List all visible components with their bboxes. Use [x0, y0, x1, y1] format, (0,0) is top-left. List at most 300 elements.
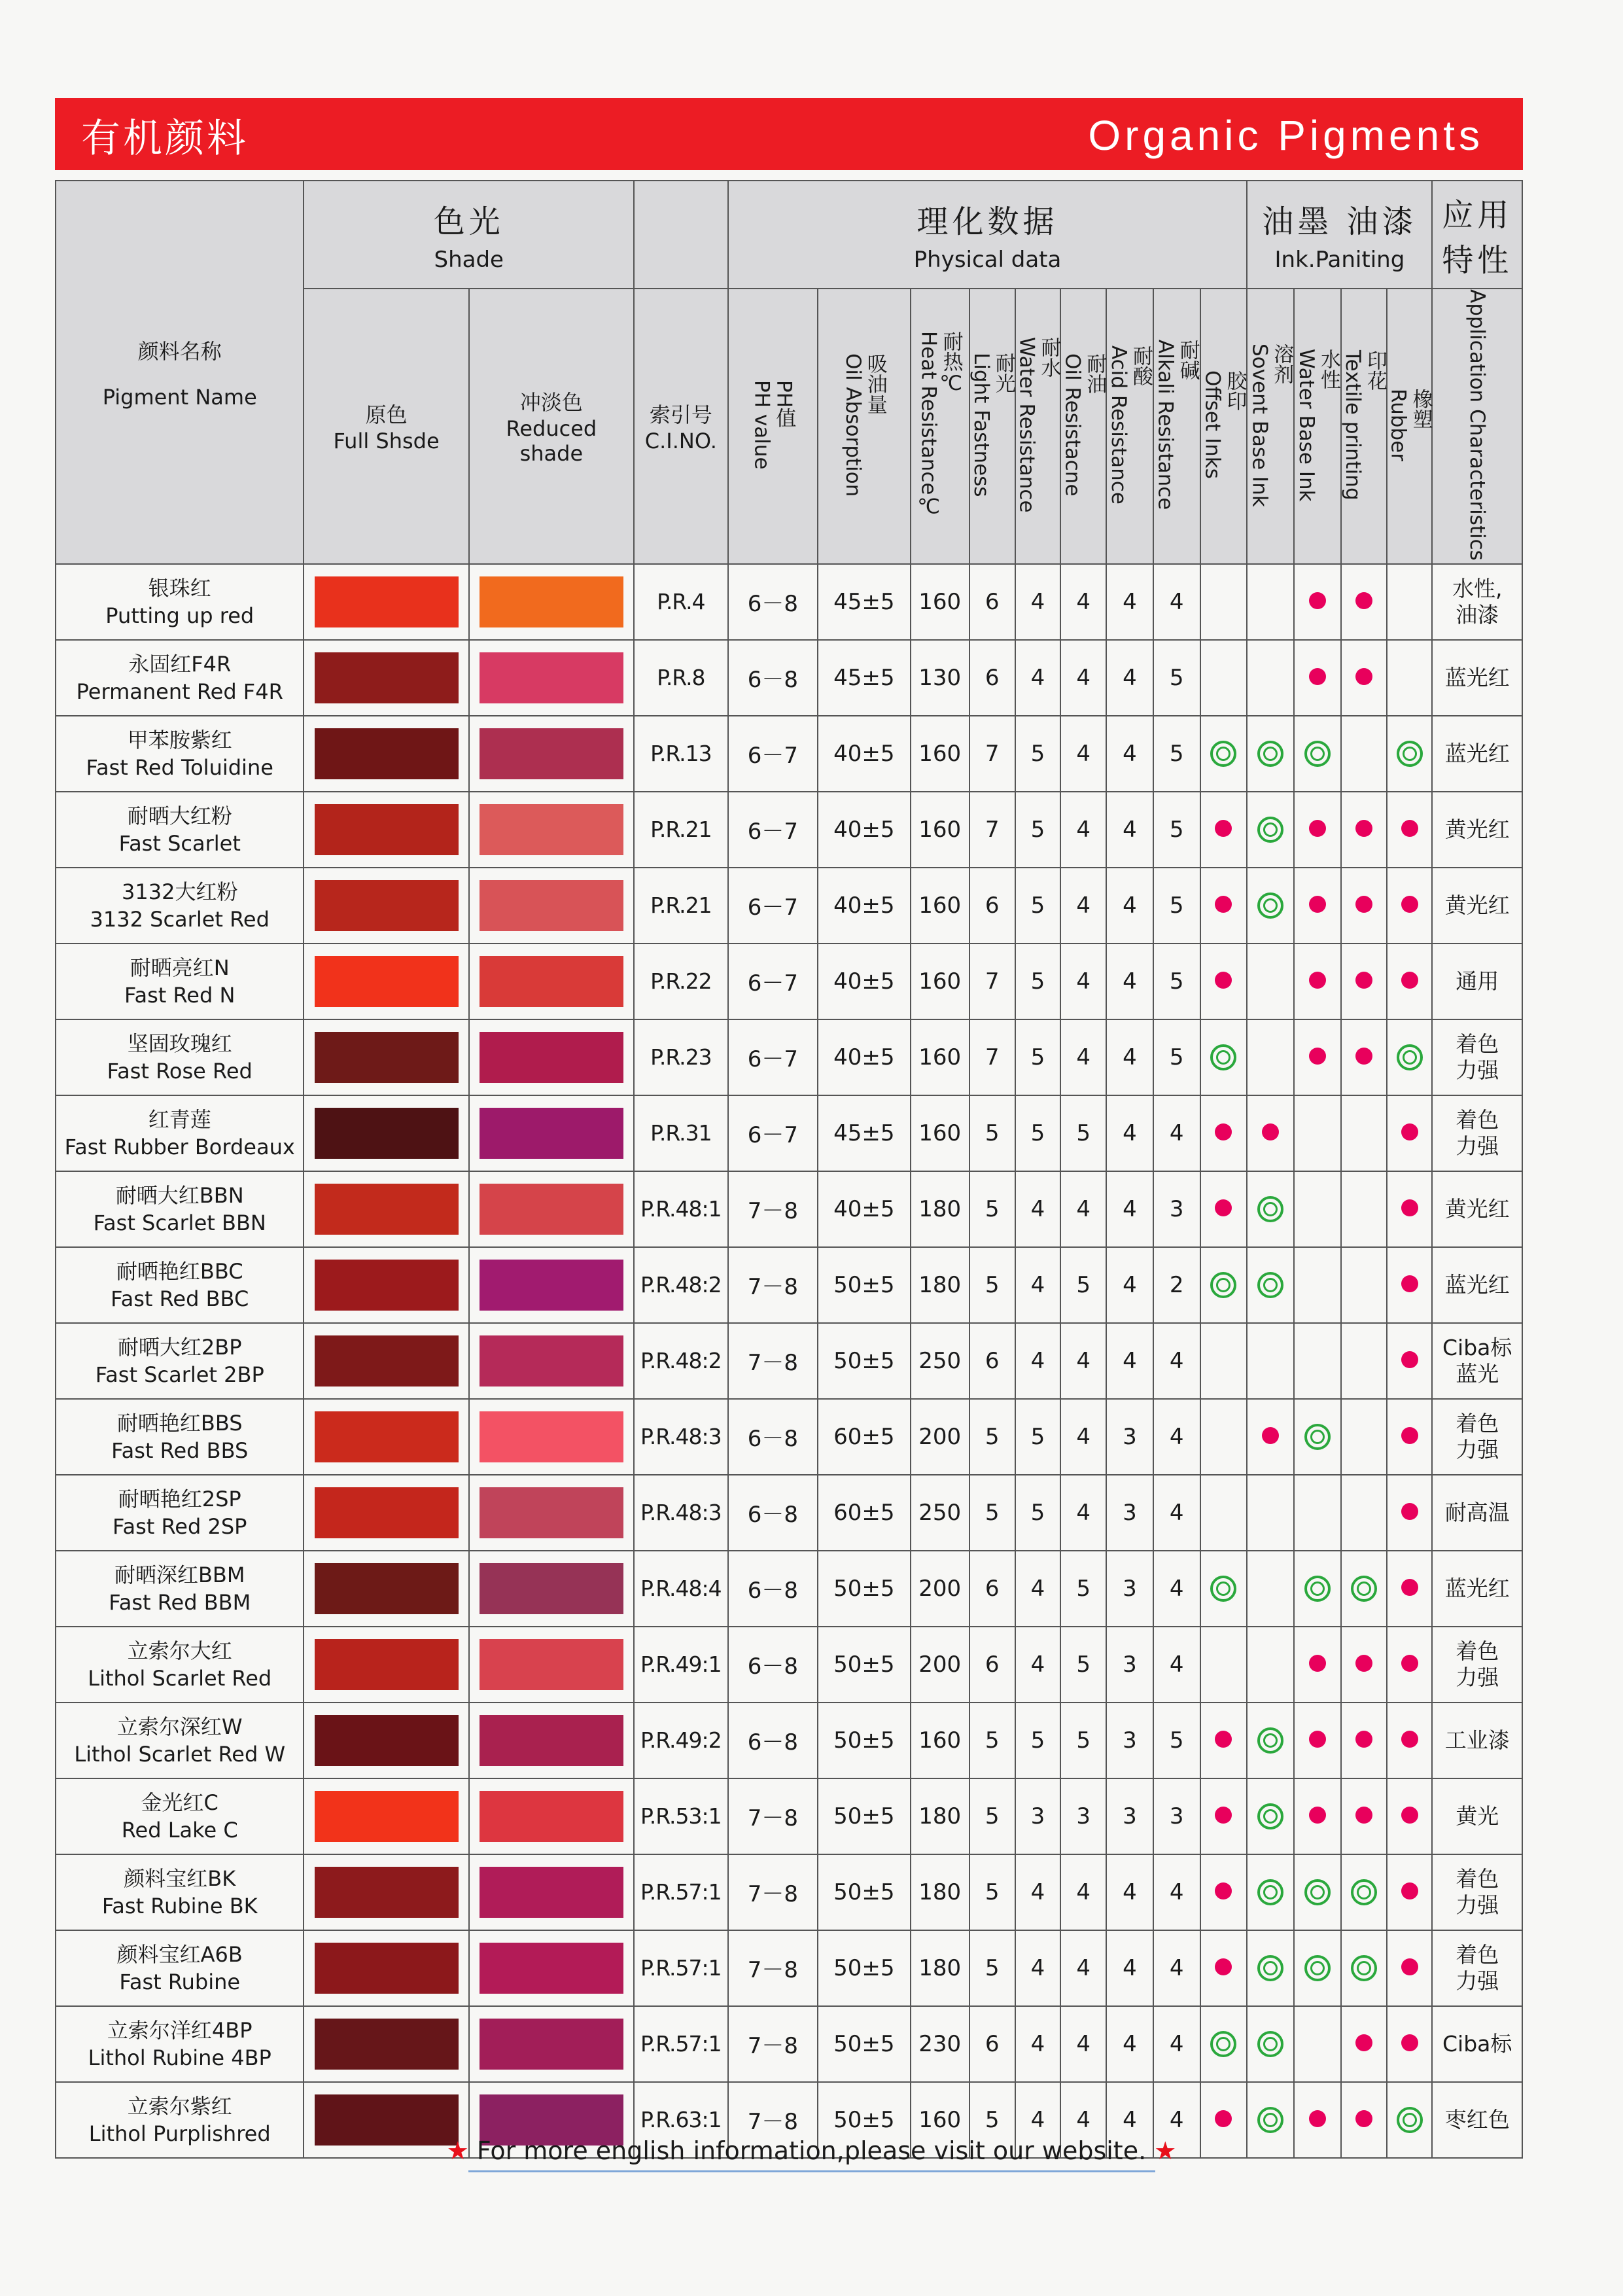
light-cell: 6 [969, 1551, 1015, 1627]
suitability-cell [1387, 1247, 1433, 1323]
full-shade-swatch [315, 2019, 459, 2070]
reduced-shade-cell [469, 1019, 634, 1095]
suitable-dot-icon [1309, 2110, 1326, 2127]
cino-cell: P.R.22 [634, 944, 728, 1019]
suitable-dot-icon [1215, 1807, 1232, 1824]
header-shade: 色光 Shade [304, 181, 634, 289]
suitable-dot-icon [1215, 2110, 1232, 2127]
suitability-cell [1200, 1247, 1248, 1323]
table-row [56, 1930, 1522, 2006]
suitable-dot-icon [1215, 1882, 1232, 1899]
reduced-shade-swatch [480, 804, 623, 855]
application-text: Ciba标 [1442, 1334, 1512, 1360]
application-text: 油漆 [1456, 601, 1499, 627]
table-row [56, 564, 1522, 640]
header-alkali: 耐碱 Alkali Resistance [1153, 289, 1200, 564]
application-text: 着色 [1456, 1031, 1499, 1057]
suitable-dot-icon [1215, 972, 1232, 989]
reduced-shade-cell [469, 716, 634, 792]
reduced-shade-cell [469, 640, 634, 716]
suitable-dot-icon [1215, 896, 1232, 913]
pigment-name-cell [56, 1019, 304, 1095]
pigment-name-en: Fast Rubine [119, 1969, 241, 1994]
application-text: 力强 [1456, 1892, 1499, 1918]
suitability-cell [1387, 868, 1433, 944]
alkali-cell: 3 [1153, 1171, 1200, 1247]
title-en: Organic Pigments [1088, 112, 1484, 159]
full-shade-swatch [315, 652, 459, 703]
ph-cell: 6－8 [728, 1551, 818, 1627]
oil-cell: 50±5 [818, 1778, 911, 1854]
reduced-shade-swatch [480, 576, 623, 627]
pigment-name-cell [56, 1551, 304, 1627]
heat-cell: 180 [911, 1247, 969, 1323]
heat-cell: 160 [911, 868, 969, 944]
pigment-name-cn: 耐晒大红BBN [115, 1182, 244, 1208]
suitability-cell [1387, 2006, 1433, 2082]
water-cell: 4 [1015, 564, 1061, 640]
pigment-name-cn: 永固红F4R [128, 651, 232, 677]
full-shade-swatch [315, 1032, 459, 1083]
suitability-cell [1294, 944, 1341, 1019]
pigment-name-cn: 耐晒艳红BBS [116, 1410, 243, 1436]
oil-cell: 60±5 [818, 1475, 911, 1551]
acid-cell: 3 [1106, 1703, 1153, 1778]
heat-cell: 180 [911, 1930, 969, 2006]
reduced-shade-swatch [480, 1032, 623, 1083]
full-shade-cell [304, 792, 468, 868]
suitability-cell [1247, 2006, 1294, 2082]
cino-cell: P.R.21 [634, 792, 728, 868]
suitability-cell [1341, 1475, 1387, 1551]
application-text: 着色 [1456, 1410, 1499, 1436]
heat-cell: 160 [911, 1019, 969, 1095]
suitability-cell [1294, 868, 1341, 944]
water-cell: 5 [1015, 1475, 1061, 1551]
cino-cell: P.R.48:1 [634, 1171, 728, 1247]
suitable-dot-icon [1355, 820, 1372, 837]
suitability-cell [1294, 1551, 1341, 1627]
recommended-ring-icon [1351, 1955, 1377, 1981]
alkali-cell: 4 [1153, 1627, 1200, 1703]
suitability-cell [1294, 1778, 1341, 1854]
light-cell: 7 [969, 716, 1015, 792]
application-cell [1432, 1930, 1522, 2006]
ph-cell: 7－8 [728, 1854, 818, 1930]
reduced-shade-cell [469, 1778, 634, 1854]
oil-cell: 45±5 [818, 564, 911, 640]
suitability-cell [1200, 2006, 1248, 2082]
pigment-name-cn: 红青莲 [148, 1106, 211, 1132]
oil-cell: 45±5 [818, 640, 911, 716]
pigment-name-en: Fast Scarlet [118, 830, 241, 856]
application-cell [1432, 1171, 1522, 1247]
reduced-shade-swatch [480, 652, 623, 703]
water-cell: 4 [1015, 1247, 1061, 1323]
reduced-shade-cell [469, 1854, 634, 1930]
pigment-name-en: Fast Rose Red [107, 1058, 253, 1084]
suitable-dot-icon [1401, 896, 1418, 913]
suitability-cell [1200, 868, 1248, 944]
header-pigment-name: 颜料名称 Pigment Name [56, 181, 304, 564]
ph-cell: 7－8 [728, 1930, 818, 2006]
application-text: 着色 [1456, 1106, 1499, 1133]
recommended-ring-icon [1210, 1272, 1236, 1298]
pigment-name-en: Fast Red 2SP [113, 1513, 247, 1539]
footer-text: For more english information,please visit our website. [476, 2136, 1147, 2165]
oilres-cell: 4 [1060, 868, 1106, 944]
alkali-cell: 2 [1153, 1247, 1200, 1323]
cino-cell: P.R.49:2 [634, 1703, 728, 1778]
title-cn: 有机颜料 [81, 116, 249, 162]
suitability-cell [1341, 1247, 1387, 1323]
suitability-cell [1247, 792, 1294, 868]
suitability-cell [1341, 564, 1387, 640]
suitable-dot-icon [1262, 1123, 1279, 1140]
alkali-cell: 5 [1153, 640, 1200, 716]
suitability-cell [1387, 1399, 1433, 1475]
oilres-cell: 4 [1060, 1323, 1106, 1399]
oil-cell: 40±5 [818, 868, 911, 944]
suitability-cell [1341, 1703, 1387, 1778]
pigment-name-en: Lithol Scarlet Red [88, 1665, 272, 1691]
full-shade-cell [304, 1399, 468, 1475]
header-ph: PH值 PH value [728, 289, 818, 564]
ph-cell: 6－8 [728, 1627, 818, 1703]
pigment-name-cell [56, 944, 304, 1019]
reduced-shade-cell [469, 1627, 634, 1703]
acid-cell: 4 [1106, 1930, 1153, 2006]
full-shade-swatch [315, 728, 459, 779]
suitability-cell [1247, 1627, 1294, 1703]
title-banner [55, 98, 1523, 170]
ph-cell: 6－7 [728, 792, 818, 868]
acid-cell: 4 [1106, 716, 1153, 792]
cino-cell: P.R.4 [634, 564, 728, 640]
recommended-ring-icon [1257, 1272, 1283, 1298]
alkali-cell: 5 [1153, 716, 1200, 792]
reduced-shade-cell [469, 792, 634, 868]
light-cell: 6 [969, 2006, 1015, 2082]
suitability-cell [1387, 944, 1433, 1019]
alkali-cell: 4 [1153, 1551, 1200, 1627]
reduced-shade-swatch [480, 1108, 623, 1159]
alkali-cell: 5 [1153, 1019, 1200, 1095]
application-text: 通用 [1456, 968, 1499, 994]
full-shade-cell [304, 1930, 468, 2006]
reduced-shade-swatch [480, 1184, 623, 1235]
water-cell: 4 [1015, 2006, 1061, 2082]
heat-cell: 160 [911, 1095, 969, 1171]
pigment-name-en: Fast Red BBS [111, 1438, 249, 1463]
light-cell: 6 [969, 564, 1015, 640]
pigment-name-cn: 颜料宝红A6B [116, 1941, 243, 1967]
footer-note [0, 2136, 1623, 2172]
table-row [56, 1019, 1522, 1095]
suitable-dot-icon [1401, 972, 1418, 989]
suitability-cell [1294, 1019, 1341, 1095]
pigment-name-cn: 颜料宝红BK [124, 1865, 236, 1891]
suitable-dot-icon [1401, 2034, 1418, 2051]
oil-cell: 45±5 [818, 1095, 911, 1171]
pigment-name-cell [56, 868, 304, 944]
suitability-cell [1341, 1627, 1387, 1703]
suitable-dot-icon [1215, 1123, 1232, 1140]
oilres-cell: 4 [1060, 2006, 1106, 2082]
suitable-dot-icon [1309, 1807, 1326, 1824]
heat-cell: 250 [911, 1475, 969, 1551]
recommended-ring-icon [1210, 741, 1236, 767]
suitable-dot-icon [1355, 1731, 1372, 1748]
light-cell: 6 [969, 868, 1015, 944]
table-row [56, 1323, 1522, 1399]
cino-cell: P.R.63:1 [634, 2082, 728, 2158]
oilres-cell: 5 [1060, 1703, 1106, 1778]
water-cell: 4 [1015, 1854, 1061, 1930]
application-text: 耐高温 [1444, 1499, 1510, 1525]
reduced-shade-cell [469, 868, 634, 944]
oil-cell: 50±5 [818, 2082, 911, 2158]
full-shade-swatch [315, 1184, 459, 1235]
application-cell [1432, 792, 1522, 868]
suitability-cell [1200, 1854, 1248, 1930]
suitable-dot-icon [1309, 896, 1326, 913]
water-cell: 4 [1015, 1323, 1061, 1399]
water-cell: 5 [1015, 1399, 1061, 1475]
recommended-ring-icon [1210, 2031, 1236, 2057]
suitable-dot-icon [1401, 1427, 1418, 1444]
heat-cell: 160 [911, 716, 969, 792]
suitability-cell [1247, 716, 1294, 792]
reduced-shade-cell [469, 2006, 634, 2082]
reduced-shade-swatch [480, 2019, 623, 2070]
suitability-cell [1247, 1171, 1294, 1247]
full-shade-cell [304, 1475, 468, 1551]
full-shade-cell [304, 1551, 468, 1627]
oilres-cell: 5 [1060, 1247, 1106, 1323]
light-cell: 5 [969, 1399, 1015, 1475]
light-cell: 5 [969, 1247, 1015, 1323]
cino-cell: P.R.48:4 [634, 1551, 728, 1627]
alkali-cell: 4 [1153, 1323, 1200, 1399]
suitability-cell [1294, 1703, 1341, 1778]
recommended-ring-icon [1257, 741, 1283, 767]
full-shade-cell [304, 716, 468, 792]
suitability-cell [1341, 640, 1387, 716]
suitable-dot-icon [1355, 2110, 1372, 2127]
oil-cell: 60±5 [818, 1399, 911, 1475]
header-oil-resistance: 耐油 Oil Resistacne [1060, 289, 1106, 564]
water-cell: 3 [1015, 1778, 1061, 1854]
suitability-cell [1200, 792, 1248, 868]
pigment-name-en: Lithol Rubine 4BP [88, 2045, 271, 2070]
light-cell: 6 [969, 1627, 1015, 1703]
water-cell: 4 [1015, 1627, 1061, 1703]
pigment-name-cell [56, 1778, 304, 1854]
suitable-dot-icon [1401, 1958, 1418, 1975]
application-text: 黄光红 [1444, 892, 1510, 918]
cino-cell: P.R.13 [634, 716, 728, 792]
acid-cell: 4 [1106, 564, 1153, 640]
reduced-shade-swatch [480, 1791, 623, 1842]
pigment-name-en: Putting up red [105, 603, 254, 628]
suitability-cell [1200, 944, 1248, 1019]
alkali-cell: 4 [1153, 564, 1200, 640]
pigment-name-en: Fast Red N [124, 982, 236, 1008]
pigment-name-cell [56, 640, 304, 716]
suitability-cell [1247, 564, 1294, 640]
header-app: 应用 特性 [1432, 181, 1522, 289]
heat-cell: 250 [911, 1323, 969, 1399]
suitability-cell [1341, 2006, 1387, 2082]
suitable-dot-icon [1262, 1427, 1279, 1444]
application-text: 蓝光红 [1444, 740, 1510, 766]
table-row [56, 1171, 1522, 1247]
water-cell: 4 [1015, 1930, 1061, 2006]
application-cell [1432, 1627, 1522, 1703]
suitability-cell [1341, 944, 1387, 1019]
application-cell [1432, 1854, 1522, 1930]
pigment-name-cell [56, 1171, 304, 1247]
ph-cell: 6－8 [728, 640, 818, 716]
suitable-dot-icon [1401, 1351, 1418, 1368]
suitable-dot-icon [1401, 1503, 1418, 1520]
cino-cell: P.R.57:1 [634, 1854, 728, 1930]
suitable-dot-icon [1355, 668, 1372, 685]
pigment-name-cn: 金光红C [141, 1790, 218, 1815]
header-water: 耐水 Water Resistance [1015, 289, 1061, 564]
suitable-dot-icon [1401, 1655, 1418, 1672]
application-text: 力强 [1456, 1057, 1499, 1083]
oil-cell: 50±5 [818, 1627, 911, 1703]
alkali-cell: 5 [1153, 868, 1200, 944]
suitable-dot-icon [1401, 1275, 1418, 1292]
cino-cell: P.R.48:3 [634, 1475, 728, 1551]
heat-cell: 160 [911, 792, 969, 868]
oilres-cell: 4 [1060, 640, 1106, 716]
suitable-dot-icon [1355, 896, 1372, 913]
recommended-ring-icon [1397, 2107, 1423, 2133]
pigment-name-en: Fast Rubber Bordeaux [64, 1134, 295, 1159]
suitability-cell [1341, 716, 1387, 792]
suitability-cell [1247, 1323, 1294, 1399]
suitable-dot-icon [1309, 820, 1326, 837]
alkali-cell: 4 [1153, 1095, 1200, 1171]
full-shade-cell [304, 640, 468, 716]
reduced-shade-cell [469, 1703, 634, 1778]
suitability-cell [1247, 1247, 1294, 1323]
acid-cell: 4 [1106, 868, 1153, 944]
water-cell: 4 [1015, 1171, 1061, 1247]
suitable-dot-icon [1309, 972, 1326, 989]
suitable-dot-icon [1355, 592, 1372, 609]
suitability-cell [1387, 1930, 1433, 2006]
header-heat: 耐热℃ Heat Resistance℃ [911, 289, 969, 564]
reduced-shade-cell [469, 1323, 634, 1399]
heat-cell: 180 [911, 1778, 969, 1854]
suitability-cell [1200, 1930, 1248, 2006]
application-text: Ciba标 [1442, 2030, 1512, 2057]
acid-cell: 3 [1106, 1399, 1153, 1475]
pigment-name-en: Fast Rubine BK [101, 1893, 258, 1918]
suitability-cell [1247, 944, 1294, 1019]
suitability-cell [1387, 1854, 1433, 1930]
suitability-cell [1294, 1627, 1341, 1703]
ph-cell: 6－8 [728, 564, 818, 640]
pigment-name-cell [56, 564, 304, 640]
reduced-shade-swatch [480, 880, 623, 931]
water-cell: 4 [1015, 2082, 1061, 2158]
suitability-cell [1200, 1171, 1248, 1247]
pigment-name-en: 3132 Scarlet Red [90, 906, 270, 932]
header-full-shade: 原色 Full Shsde [304, 289, 468, 564]
suitability-cell [1341, 1930, 1387, 2006]
table-row [56, 1627, 1522, 1703]
recommended-ring-icon [1257, 1196, 1283, 1222]
alkali-cell: 4 [1153, 2082, 1200, 2158]
suitability-cell [1200, 1399, 1248, 1475]
pigment-name-cell [56, 792, 304, 868]
oil-cell: 40±5 [818, 792, 911, 868]
suitable-dot-icon [1355, 972, 1372, 989]
oil-cell: 40±5 [818, 944, 911, 1019]
table-row [56, 1095, 1522, 1171]
pigment-name-en: Fast Scarlet BBN [93, 1210, 266, 1235]
table-row [56, 716, 1522, 792]
suitability-cell [1200, 1703, 1248, 1778]
reduced-shade-swatch [480, 1260, 623, 1311]
cino-cell: P.R.48:2 [634, 1247, 728, 1323]
pigment-name-en: Fast Red BBC [111, 1286, 249, 1311]
suitability-cell [1341, 1778, 1387, 1854]
oil-cell: 50±5 [818, 1854, 911, 1930]
reduced-shade-cell [469, 1551, 634, 1627]
suitable-dot-icon [1401, 1123, 1418, 1140]
recommended-ring-icon [1304, 1424, 1331, 1450]
recommended-ring-icon [1304, 1879, 1331, 1905]
cino-cell: P.R.57:1 [634, 1930, 728, 2006]
suitable-dot-icon [1401, 1882, 1418, 1899]
pigment-name-cell [56, 1930, 304, 2006]
table-row [56, 2006, 1522, 2082]
application-cell [1432, 1095, 1522, 1171]
oilres-cell: 4 [1060, 944, 1106, 1019]
reduced-shade-swatch [480, 1487, 623, 1538]
light-cell: 5 [969, 1475, 1015, 1551]
alkali-cell: 4 [1153, 2006, 1200, 2082]
header-water-ink: 水性 Water Base Ink [1294, 289, 1341, 564]
acid-cell: 3 [1106, 1778, 1153, 1854]
suitability-cell [1387, 1475, 1433, 1551]
suitability-cell [1247, 1778, 1294, 1854]
full-shade-swatch [315, 1335, 459, 1386]
acid-cell: 4 [1106, 792, 1153, 868]
full-shade-cell [304, 1703, 468, 1778]
pigment-name-cell [56, 1095, 304, 1171]
suitability-cell [1387, 1703, 1433, 1778]
water-cell: 4 [1015, 1551, 1061, 1627]
ph-cell: 6－7 [728, 716, 818, 792]
suitability-cell [1387, 1778, 1433, 1854]
oil-cell: 50±5 [818, 1930, 911, 2006]
application-text: 枣红色 [1444, 2106, 1510, 2132]
pigment-name-cell [56, 1323, 304, 1399]
header-physical: 理化数据 Physical data [728, 181, 1248, 289]
water-cell: 5 [1015, 944, 1061, 1019]
suitability-cell [1387, 1019, 1433, 1095]
ph-cell: 7－8 [728, 1323, 818, 1399]
recommended-ring-icon [1210, 1576, 1236, 1602]
